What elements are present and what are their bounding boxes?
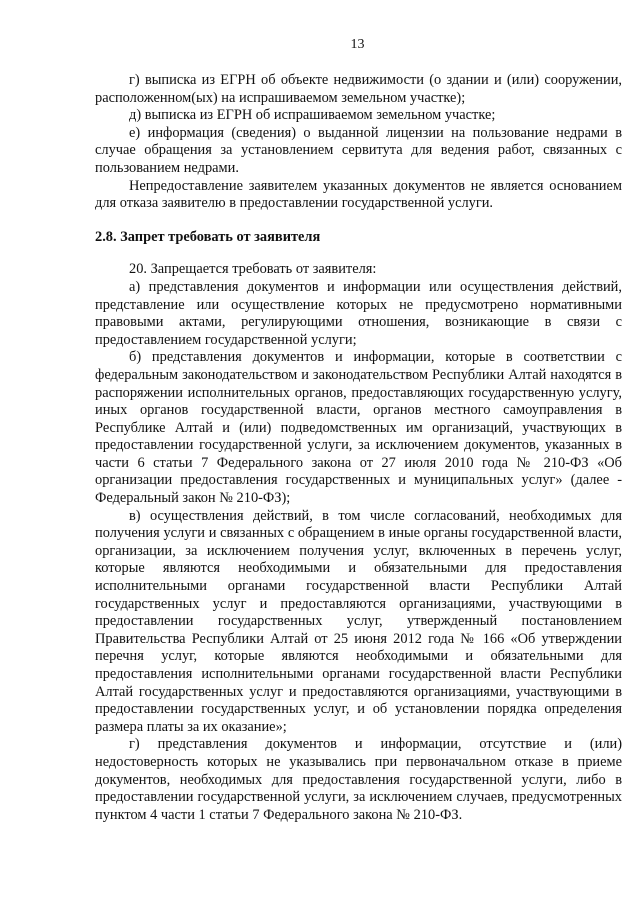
paragraph-item-a: а) представления документов и информации или осуществления действий, представление или осуществление которых не предусмотрено нормативными правовыми актами, регулирующими отношения, возникающие в связи с предоставлением государственной услуги; xyxy=(95,278,622,348)
paragraph-item-d-egrn-land: д) выписка из ЕГРН об испрашиваемом земельном участке; xyxy=(129,107,496,124)
page-number: 13 xyxy=(350,37,365,52)
paragraph-item-e-license: е) информация (сведения) о выданной лицензии на пользование недрами в случае обращения за установлением сервитута для ведения работ, связанных с пользованием недрами. xyxy=(95,124,622,176)
paragraph-non-submission: Непредоставление заявителем указанных документов не является основанием для отказа заявителю в предоставлении государственной услуги. xyxy=(95,177,622,212)
paragraph-item-v: в) осуществления действий, в том числе согласований, необходимых для получения услуги и связанных с обращением в иные органы государственной власти, организации, за исключением получения услуг, включенных в перечень услуг, которые являются необходимыми и обязательными для предоставления исполнительными органами государственной власти Республики Алтай государственных услуг и предоставляются организациями, участвующими в предоставлении государственных услуг, утвержденный постановлением Правительства Республики Алтай от 25 июня 2012 года № 166 «Об утверждении перечня услуг, которые являются необходимыми и обязательными для предоставления исполнительными органами государственной власти Республики Алтай государственных услуг и предоставляются организациями, участвующими в предоставлении государственных услуг, и об установлении порядка определения размера платы за их оказание»; xyxy=(95,507,622,735)
paragraph-item-g-egrn-building: г) выписка из ЕГРН об объекте недвижимости (о здании и (или) сооружении, расположенном(ых) на испрашиваемом земельном участке); xyxy=(95,72,622,106)
document-body xyxy=(95,72,622,824)
section-title: 2.8. Запрет требовать от заявителя xyxy=(95,228,321,245)
paragraph-item-g: г) представления документов и информации, отсутствие и (или) недостоверность которых не указывались при первоначальном отказе в приеме документов, необходимых для предоставления государственной услуги, либо в предоставлении государственной услуги, за исключением случаев, предусмотренных пунктом 4 части 1 статьи 7 Федерального закона № 210-ФЗ. xyxy=(95,736,622,823)
paragraph-item-b: б) представления документов и информации, которые в соответствии с федеральным законодательством и законодательством Республики Алтай находятся в распоряжении исполнительных органов, предоставляющих государственную услугу, иных органов государственной власти, органов местного самоуправления в Республике Алтай и (или) подведомственных им организаций, участвующих в предоставлении государственной услуги, за исключением документов, указанных в части 6 статьи 7 Федерального закона от 27 июля 2010 года № 210-ФЗ «Об организации предоставления государственных и муниципальных услуг» (далее - Федеральный закон № 210-ФЗ); xyxy=(95,349,622,507)
paragraph-20-intro: 20. Запрещается требовать от заявителя: xyxy=(129,261,377,278)
